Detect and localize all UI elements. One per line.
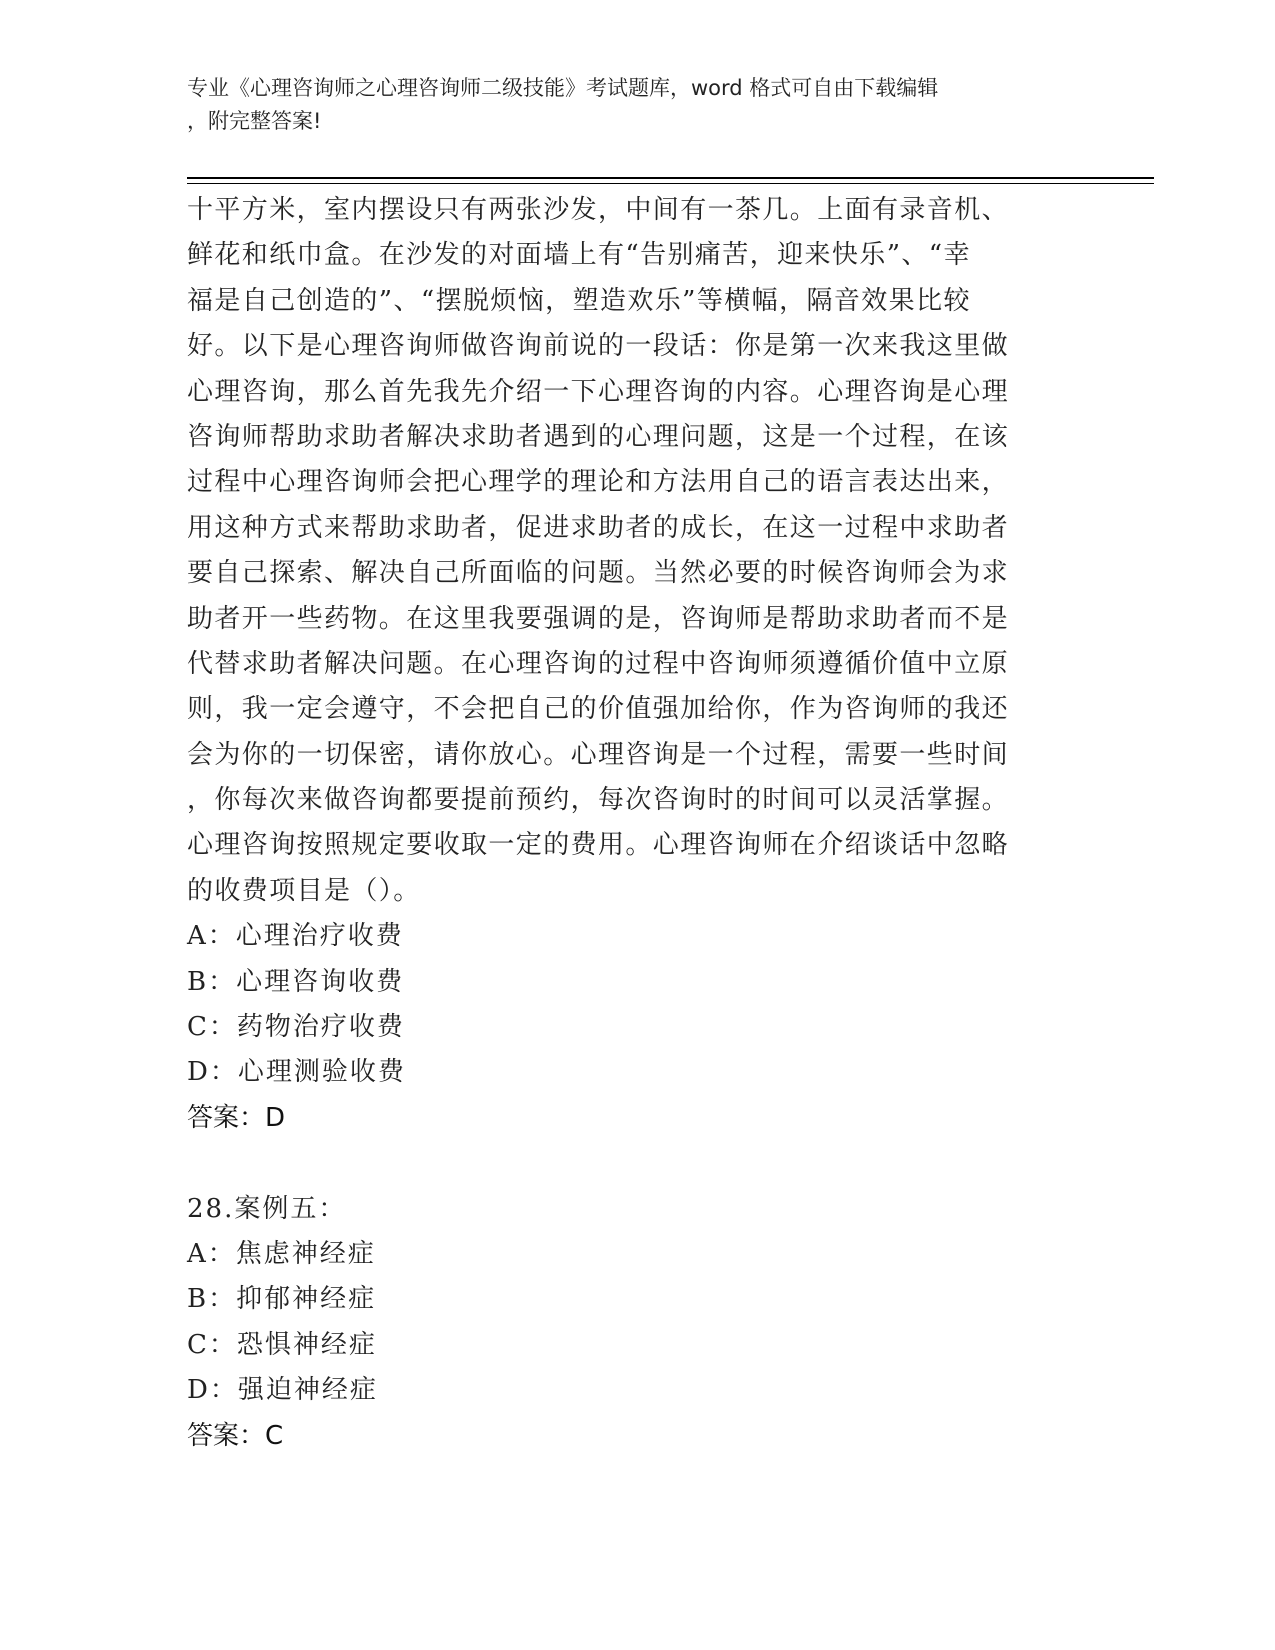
question-text-line: 则，我一定会遵守，不会把自己的价值强加给你，作为咨询师的我还 [187,694,1010,725]
answer-label: 答案：C [187,1420,284,1451]
question-text-line: 助者开一些药物。在这里我要强调的是，咨询师是帮助求助者而不是 [187,603,1010,634]
question-text-line: 福是自己创造的”、“摆脱烦恼，塑造欢乐”等横幅，隔音效果比较 [187,285,971,316]
answer-label: 答案：D [187,1102,286,1133]
option-b: B：心理咨询收费 [187,966,405,997]
question-text-line: 好。以下是心理咨询师做咨询前说的一段话：你是第一次来我这里做 [187,331,1010,362]
option-d: D：强迫神经症 [187,1375,378,1406]
question-text-line: 过程中心理咨询师会把心理学的理论和方法用自己的语言表达出来， [187,467,1010,498]
question-27 [187,188,1067,1141]
question-text-line: 用这种方式来帮助求助者，促进求助者的成长，在这一过程中求助者 [187,512,1010,543]
question-text-line: ，你每次来做咨询都要提前预约，每次咨询时的时间可以灵活掌握。 [187,785,1010,816]
question-28 [187,1187,1067,1459]
option-c: C：药物治疗收费 [187,1012,405,1043]
question-text-line: 心理咨询，那么首先我先介绍一下心理咨询的内容。心理咨询是心理 [187,376,1010,407]
option-a: A：焦虑神经症 [187,1238,376,1269]
question-text-line: 会为你的一切保密，请你放心。心理咨询是一个过程，需要一些时间 [187,739,1010,770]
header-divider-thick [187,177,1154,179]
option-d: D：心理测验收费 [187,1057,406,1088]
question-text-line: 的收费项目是（）。 [187,875,421,906]
question-title: 28.案例五： [187,1193,347,1224]
document-body [187,188,1067,1459]
option-c: C：恐惧神经症 [187,1329,377,1360]
question-text-line: 心理咨询按照规定要收取一定的费用。心理咨询师在介绍谈话中忽略 [187,830,1010,861]
question-text-line: 代替求助者解决问题。在心理咨询的过程中咨询师须遵循价值中立原 [187,648,1010,679]
option-a: A：心理治疗收费 [187,921,404,952]
question-text-line: 要自己探索、解决自己所面临的问题。当然必要的时候咨询师会为求 [187,558,1010,589]
header-line-2: ，附完整答案! [187,109,322,133]
spacer [187,1141,1067,1186]
question-text-line: 十平方米，室内摆设只有两张沙发，中间有一茶几。上面有录音机、 [187,195,1010,225]
header-divider-thin [187,183,1154,184]
question-text-line: 咨询师帮助求助者解决求助者遇到的心理问题，这是一个过程，在该 [187,421,1010,452]
header-line-1: 专业《心理咨询师之心理咨询师二级技能》考试题库，word 格式可自由下载编辑 [187,76,939,100]
option-b: B：抑郁神经症 [187,1284,377,1315]
question-text-line: 鲜花和纸巾盒。在沙发的对面墙上有“告别痛苦，迎来快乐”、“幸 [187,240,971,271]
document-header [187,72,1067,138]
